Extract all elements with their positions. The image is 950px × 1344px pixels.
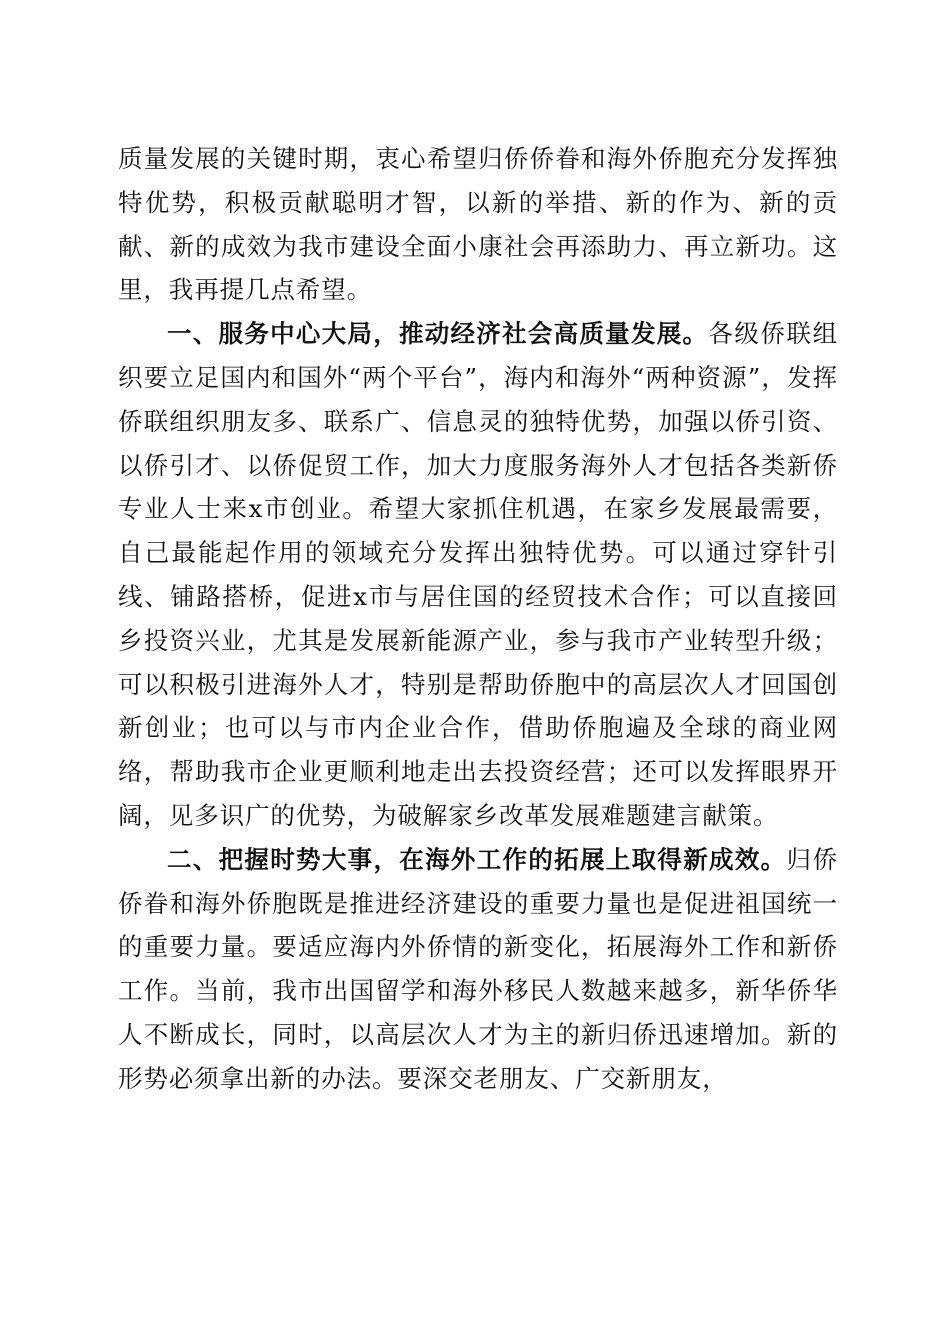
section-heading-two: 二、把握时势大事，在海外工作的拓展上取得新成效。 [167, 844, 787, 874]
paragraph-text: 各级侨联组织要立足国内和国外“两个平台”，海内和海外“两种资源”，发挥侨联组织朋友多、联系广、信息灵的独特优势，加强以侨引资、以侨引才、以侨促贸工作，加大力度服务海外人才包括各类新侨专业人士来x市创业。希望大家抓住机遇，在家乡发展最需要，自己最能起作用的领域充分发挥出独特优势。可以通过穿针引线、铺路搭桥，促进x市与居住国的经贸技术合作；可以直接回乡投资兴业，尤其是发展新能源产业，参与我市产业转型升级；可以积极引进海外人才，特别是帮助侨胞中的高层次人才回国创新创业；也可以与市内企业合作，借助侨胞遍及全球的商业网络，帮助我市企业更顺利地走出去投资经营；还可以发挥眼界开阔，见多识广的优势，为破解家乡改革发展难题建言献策。 [118, 319, 838, 830]
paragraph-point-two [118, 838, 838, 1101]
paragraph-text: 质量发展的关键时期，衷心希望归侨侨眷和海外侨胞充分发挥独特优势，积极贡献聪明才智，以新的举措、新的作为、新的贡献、新的成效为我市建设全面小康社会再添助力、再立新功。这里，我再提几点希望。 [118, 144, 838, 305]
paragraph-continuation [118, 137, 838, 312]
paragraph-text: 归侨侨眷和海外侨胞既是推进经济建设的重要力量也是促进祖国统一的重要力量。要适应海内外侨情的新变化，拓展海外工作和新侨工作。当前，我市出国留学和海外移民人数越来越多，新华侨华人不断成长，同时，以高层次人才为主的新归侨迅速增加。新的形势必须拿出新的办法。要深交老朋友、广交新朋友， [118, 844, 838, 1093]
document-page [118, 137, 838, 1101]
section-heading-one: 一、服务中心大局，推动经济社会高质量发展。 [167, 319, 709, 349]
paragraph-point-one [118, 312, 838, 838]
